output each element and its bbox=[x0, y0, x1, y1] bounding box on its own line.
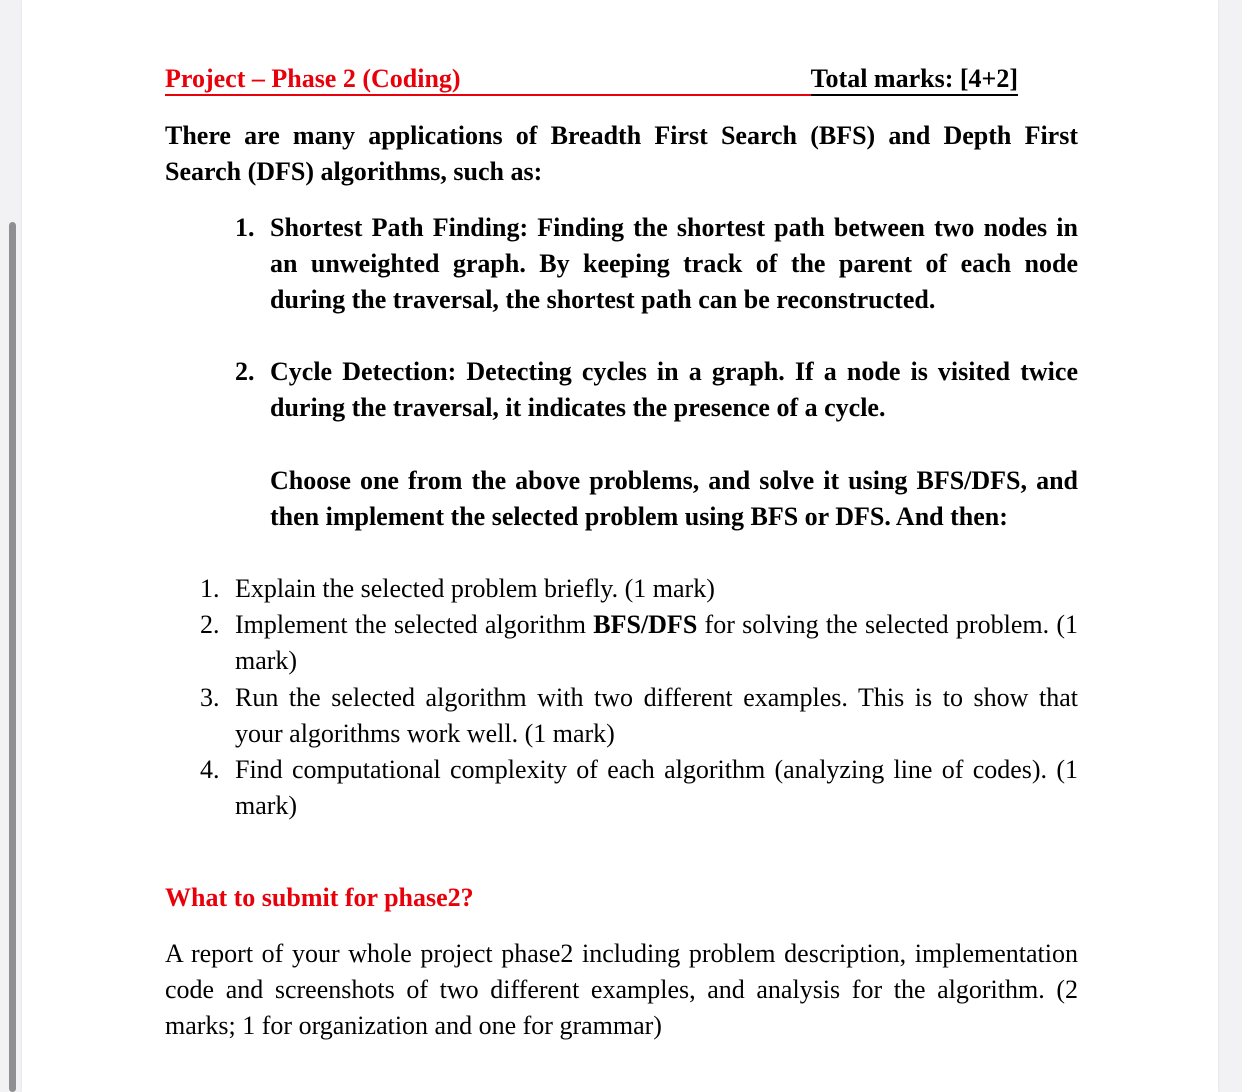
application-cycle-detection: Cycle Detection: Detecting cycles in a graph. If a node is visited twice during the traversal, it indicates the presence of a cycle. bbox=[270, 357, 1078, 422]
project-title: Project – Phase 2 (Coding) bbox=[165, 64, 461, 93]
application-number: 1. bbox=[235, 213, 255, 242]
total-marks: Total marks: [4+2] bbox=[810, 64, 1018, 93]
choose-instruction: Choose one from the above problems, and solve it using BFS/DFS, and then implement the selected problem using BFS or DFS. And then: bbox=[270, 466, 1078, 531]
submit-heading: What to submit for phase2? bbox=[165, 883, 474, 912]
task-number: 4. bbox=[200, 755, 220, 784]
submit-description: A report of your whole project phase2 including problem description, implementation code and screenshots of two different examples, and analysis for the algorithm. (2 marks; 1 for organization and one for grammar) bbox=[165, 939, 1078, 1040]
task-number: 1. bbox=[200, 574, 220, 603]
vertical-scrollbar[interactable] bbox=[9, 222, 16, 1092]
task-complexity: Find computational complexity of each algorithm (analyzing line of codes). (1 mark) bbox=[235, 755, 1078, 820]
task-number: 3. bbox=[200, 683, 220, 712]
task-implement bbox=[235, 607, 1078, 679]
task-implement-algorithm: BFS/DFS bbox=[593, 610, 698, 639]
task-implement-text-after: for solving the selected problem. (1 mark) bbox=[235, 610, 1078, 675]
intro-paragraph: There are many applications of Breadth First Search (BFS) and Depth First Search (DFS) algorithms, such as: bbox=[165, 121, 1078, 186]
task-number: 2. bbox=[200, 610, 220, 639]
application-shortest-path: Shortest Path Finding: Finding the shortest path between two nodes in an unweighted graph. By keeping track of the parent of each node during the traversal, the shortest path can be reconstructed. bbox=[270, 213, 1078, 314]
task-implement-text-before: Implement the selected algorithm bbox=[235, 610, 594, 639]
task-explain: Explain the selected problem briefly. (1 mark) bbox=[235, 574, 715, 603]
task-run-examples: Run the selected algorithm with two different examples. This is to show that your algorithms work well. (1 mark) bbox=[235, 683, 1078, 748]
application-number: 2. bbox=[235, 357, 255, 386]
document-header bbox=[165, 64, 1018, 96]
